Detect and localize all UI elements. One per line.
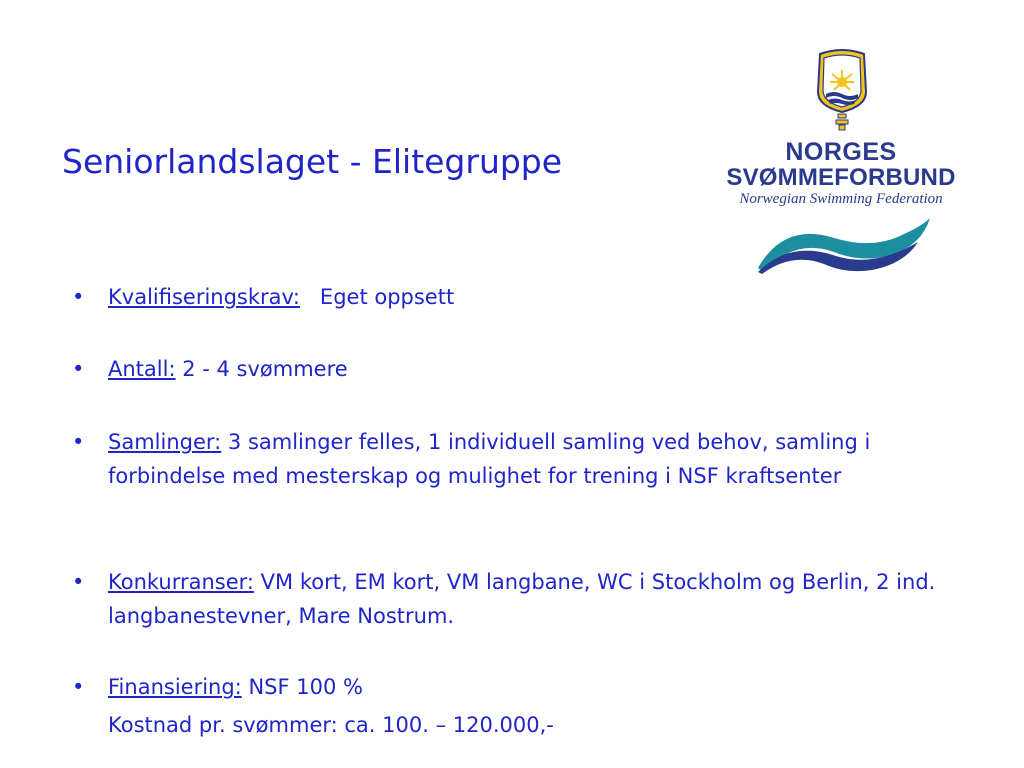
bullet-text: 2 - 4 svømmere <box>175 357 348 381</box>
wave-icon <box>754 216 934 276</box>
bullet-label: Antall: <box>108 357 176 381</box>
bullet-marker: • <box>72 357 85 381</box>
bullet-marker: • <box>72 675 85 699</box>
bullet-extra-text: Kostnad pr. svømmer: ca. 100. – 120.000,- <box>108 713 554 737</box>
logo-text-english: Norwegian Swimming Federation <box>739 191 943 207</box>
bullet-label: Finansiering: <box>108 675 242 699</box>
bullet-text: VM kort, EM kort, VM langbane, WC i Stockholm og Berlin, 2 ind. langbanestevner, Mare Nostrum. <box>108 570 936 628</box>
bullet-marker: • <box>72 570 85 594</box>
bullet-text: Eget oppsett <box>299 285 455 309</box>
bullet-marker: • <box>72 285 85 309</box>
logo-text-svommeforbund: SVØMMEFORBUND <box>726 164 956 191</box>
bullet-marker: • <box>72 430 85 454</box>
bullet-label: Kvalifiseringskrav: <box>108 285 300 309</box>
bullet-label: Konkurranser: <box>108 570 254 594</box>
logo-text-norges: NORGES <box>785 138 897 166</box>
nsf-crest-icon <box>812 48 872 132</box>
nsf-logo <box>706 48 978 274</box>
bullet-label: Samlinger: <box>108 430 222 454</box>
bullet-text: 3 samlinger felles, 1 individuell samling ved behov, samling i forbindelse med mesterskap og mulighet for trening i NSF kraftsenter <box>108 430 871 488</box>
slide-title: Seniorlandslaget - Elitegruppe <box>62 142 563 181</box>
bullet-text: NSF 100 % <box>241 675 363 699</box>
